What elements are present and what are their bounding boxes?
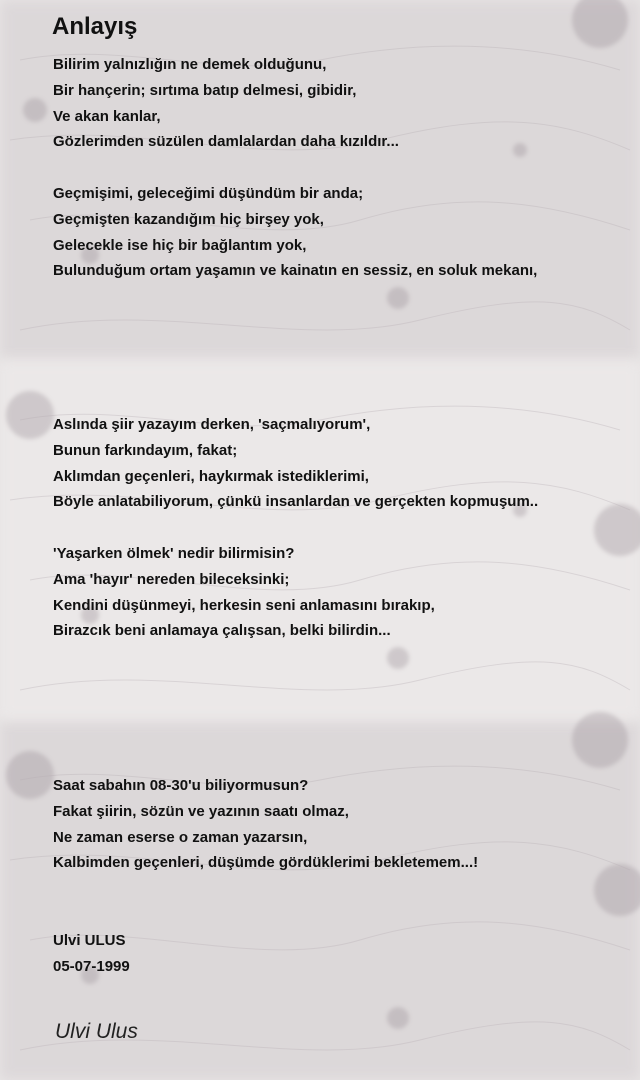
poem-line: Aslında şiir yazayım derken, 'saçmalıyorum', <box>53 416 371 433</box>
poem-line: Aklımdan geçenleri, haykırmak istediklerimi, <box>53 467 369 485</box>
poem-line: Bulunduğum ortam yaşamın ve kainatın en sessiz, en soluk mekanı, <box>53 262 538 280</box>
poem-author-block <box>53 928 130 980</box>
poem-line: 'Yaşarken ölmek' nedir bilirmisin? <box>53 545 295 562</box>
poem-line: Ne zaman eserse o zaman yazarsın, <box>53 828 308 846</box>
poem-line: Bilirim yalnızlığın ne demek olduğunu, <box>53 56 327 73</box>
poem-line: Geçmişten kazandığım hiç birşey yok, <box>53 210 324 228</box>
poem-line: Fakat şiirin, sözün ve yazının saatı olmaz, <box>53 802 349 820</box>
poem-stanza-4 <box>53 541 435 644</box>
poem-stanza-3 <box>53 412 538 515</box>
poem-line: Geçmişimi, geleceğimi düşündüm bir anda; <box>53 185 364 202</box>
poem-line: Saat sabahın 08-30'u biliyormusun? <box>53 777 309 794</box>
poem-line: Böyle anlatabiliyorum, çünkü insanlardan ve gerçekten kopmuşum.. <box>53 493 539 511</box>
poem-stanza-1 <box>53 52 399 155</box>
poem-line: Bir hançerin; sırtıma batıp delmesi, gibidir, <box>53 81 357 99</box>
poem-line: Gözlerimden süzülen damlalardan daha kızıldır... <box>53 133 399 151</box>
poem-line: Birazcık beni anlamaya çalışsan, belki bilirdin... <box>53 622 391 640</box>
poem-line: Ve akan kanlar, <box>53 107 161 125</box>
poem-stanza-2 <box>53 181 537 284</box>
poem-line: Kalbimden geçenleri, düşümde gördüklerimi bekletemem...! <box>53 854 479 872</box>
poem-line: Gelecekle ise hiç bir bağlantım yok, <box>53 236 307 254</box>
poem-author: Ulvi ULUS <box>53 932 126 949</box>
poem-line: Ama 'hayır' nereden bileceksinki; <box>53 570 290 588</box>
poem-line: Kendini düşünmeyi, herkesin seni anlamasını bırakıp, <box>53 596 435 614</box>
poem-date: 05-07-1999 <box>53 957 130 975</box>
poem-title: Anlayış <box>52 13 138 40</box>
poem-stanza-5 <box>53 773 478 876</box>
poem-line: Bunun farkındayım, fakat; <box>53 441 238 459</box>
poem-signature: Ulvi Ulus <box>55 1020 138 1043</box>
